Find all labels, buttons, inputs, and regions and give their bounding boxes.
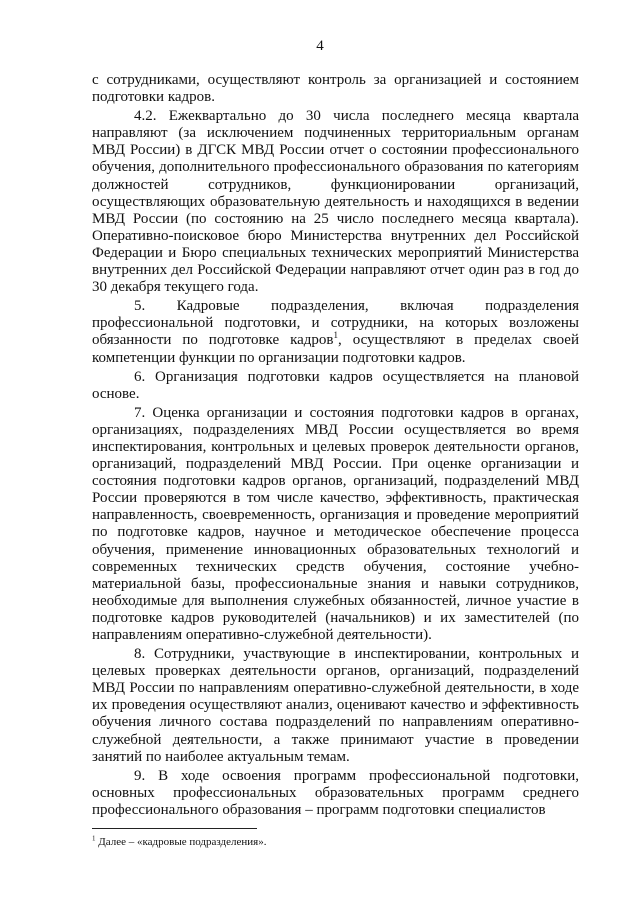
document-body [92, 72, 579, 819]
footnote-reference: 1 [333, 330, 339, 341]
paragraph-continuation: с сотрудниками, осуществляют контроль за организацией и состоянием подготовки кадров. [92, 72, 579, 106]
footnote-text: Далее – «кадровые подразделения». [95, 836, 267, 848]
paragraph-5 [92, 298, 579, 366]
footnote [92, 836, 267, 849]
footnote-divider [92, 828, 257, 829]
footnote-marker: 1 [92, 834, 96, 843]
paragraph-4-2: 4.2. Ежеквартально до 30 числа последнего месяца квартала направляют (за исключением подчиненных территориальным органам МВД России) в ДГСК МВД России отчет о состоянии профессионального обучения, дополнительного профессионального образования по категориям должностей сотрудников, функционировании организаций, осуществляющих образовательную деятельность и находящихся в ведении МВД России (по состоянию на 25 число последнего месяца квартала). Оперативно-поисковое бюро Министерства внутренних дел Российской Федерации и Бюро специальных технических мероприятий Министерства внутренних дел Российской Федерации направляют отчет один раз в год до 30 декабря текущего года. [92, 108, 579, 296]
paragraph-7: 7. Оценка организации и состояния подготовки кадров в органах, организациях, подразделениях МВД России осуществляется во время инспектирования, контрольных и целевых проверок деятельности органов, организаций, подразделений МВД России. При оценке организации и состояния подготовки кадров органов, организаций, подразделений МВД России проверяются в том числе качество, эффективность, практическая направленность, своевременность, организация и проведение мероприятий по подготовке кадров, научное и методическое обеспечение процесса обучения, применение инновационных образовательных технологий и современных технических средств обучения, состояние учебно-материальной базы, профессиональные знания и навыки сотрудников, необходимые для выполнения служебных обязанностей, личное участие в подготовке кадров руководителей (начальников) и их заместителей (по направлениям оперативно-служебной деятельности). [92, 404, 579, 643]
page-number: 4 [316, 38, 324, 54]
paragraph-8: 8. Сотрудники, участвующие в инспектировании, контрольных и целевых проверках деятельности органов, организаций, подразделений МВД России по направлениям оперативно-служебной деятельности, в ходе их проведения осуществляют анализ, оценивают качество и эффективность обучения личного состава подразделений по направлениям оперативно-служебной деятельности, а также принимают участие в проведении занятий по наиболее актуальным темам. [92, 646, 579, 765]
paragraph-6: 6. Организация подготовки кадров осуществляется на плановой основе. [92, 368, 579, 402]
paragraph-5-text-after: , осуществляют в пределах своей компетенции функции по организации подготовки кадров. [92, 332, 579, 366]
paragraph-5-text-before: 5. Кадровые подразделения, включая подразделения профессиональной подготовки, и сотрудники, на которых возложены обязанности по подготовке кадров [92, 298, 579, 349]
paragraph-9: 9. В ходе освоения программ профессиональной подготовки, основных профессиональных образовательных программ среднего профессионального образования – программ подготовки специалистов [92, 767, 579, 818]
